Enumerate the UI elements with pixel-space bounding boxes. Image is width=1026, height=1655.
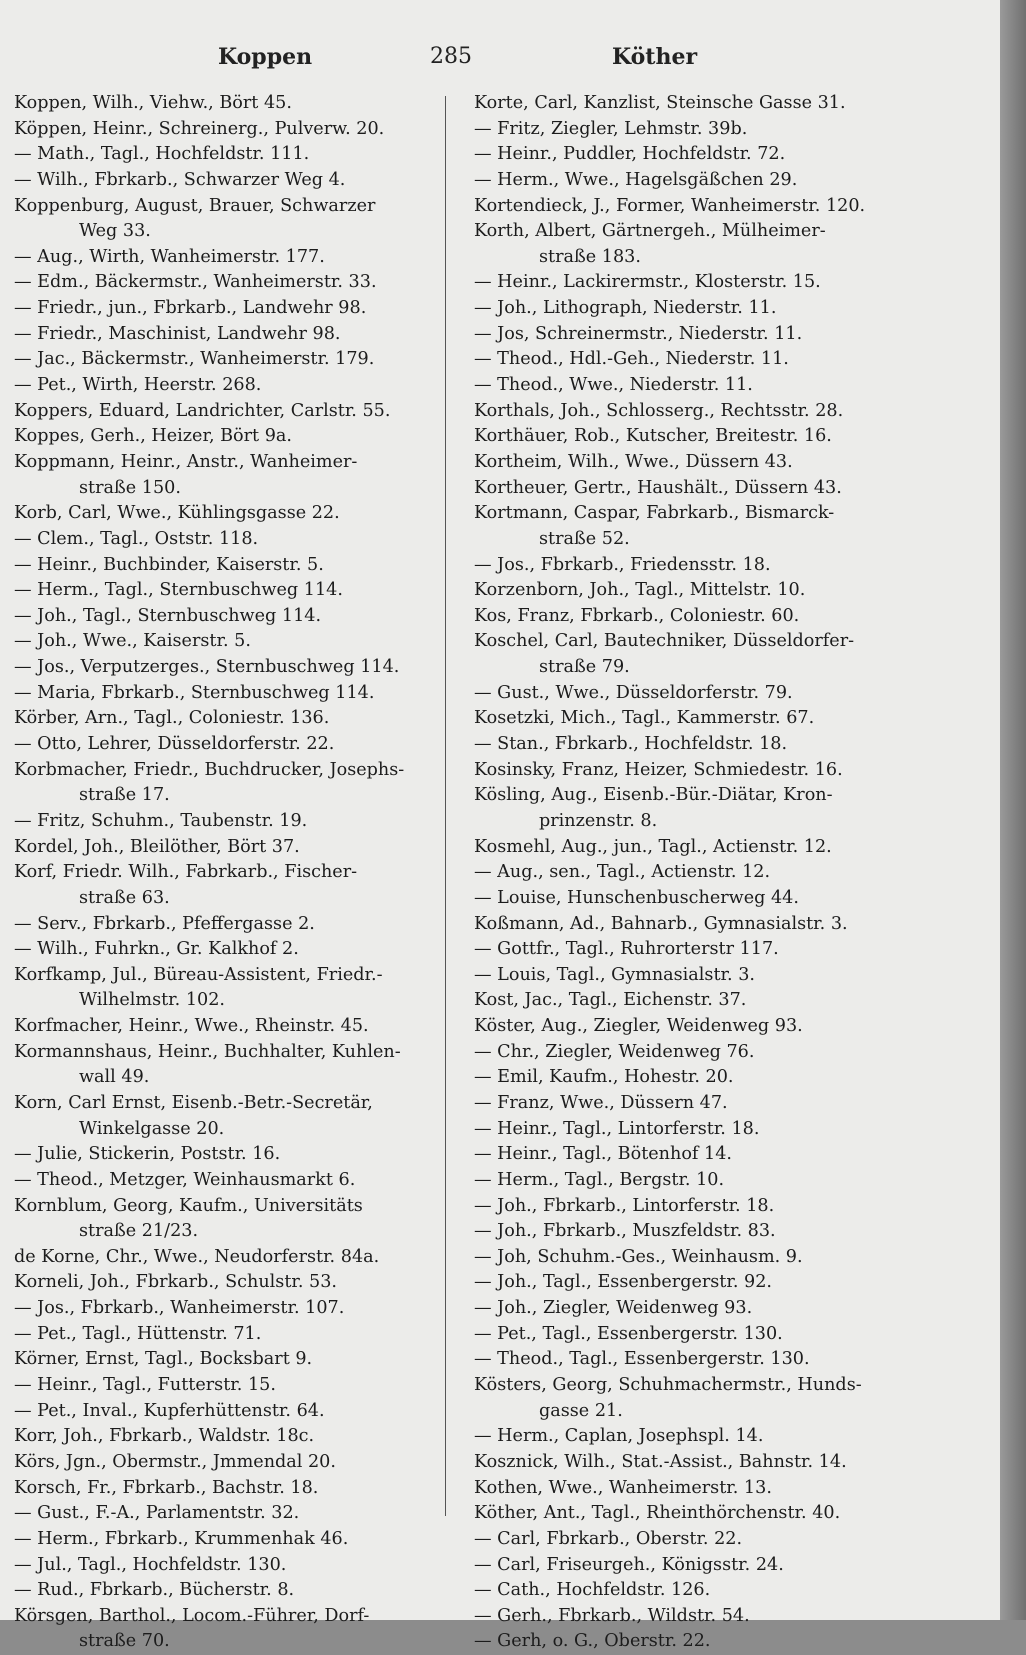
directory-entry-line: Kothen, Wwe., Wanheimerstr. 13. <box>474 1477 772 1498</box>
directory-entry-line: — Joh., Tagl., Sternbuschweg 114. <box>14 605 322 626</box>
directory-entry-line: — Joh., Tagl., Essenbergerstr. 92. <box>474 1272 773 1293</box>
header-right-keyword: Köther <box>612 44 698 70</box>
directory-entry-line: Köster, Aug., Ziegler, Weidenweg 93. <box>474 1016 803 1037</box>
directory-entry-line: Korthäuer, Rob., Kutscher, Breitestr. 16. <box>474 426 832 447</box>
directory-entry-line: Korzenborn, Joh., Tagl., Mittelstr. 10. <box>474 580 806 601</box>
directory-entry-line: — Theod., Hdl.-Geh., Niederstr. 11. <box>474 349 789 370</box>
directory-entry-line: Korr, Joh., Fbrkarb., Waldstr. 18c. <box>14 1426 315 1447</box>
directory-entry-line: wall 49. <box>79 1067 150 1088</box>
directory-entry-line: Korf, Friedr. Wilh., Fabrkarb., Fischer- <box>14 862 358 883</box>
directory-entry-line: Korth, Albert, Gärtnergeh., Mülheimer- <box>474 221 826 242</box>
directory-entry-line: Korsch, Fr., Fbrkarb., Bachstr. 18. <box>14 1477 319 1498</box>
directory-entry-line: — Theod., Tagl., Essenbergerstr. 130. <box>474 1349 810 1370</box>
directory-entry-line: Koßmann, Ad., Bahnarb., Gymnasialstr. 3. <box>474 913 848 934</box>
directory-entry-line: — Heinr., Tagl., Lintorferstr. 18. <box>474 1118 760 1139</box>
directory-entry-line: — Gerh, o. G., Oberstr. 22. <box>474 1631 711 1652</box>
directory-entry-line: Kösters, Georg, Schuhmachermstr., Hunds- <box>474 1375 862 1396</box>
directory-entry-line: Winkelgasse 20. <box>79 1118 225 1139</box>
directory-entry-line: — Pet., Tagl., Hüttenstr. 71. <box>14 1323 262 1344</box>
directory-entry-line: — Gottfr., Tagl., Ruhrorterstr 117. <box>474 939 779 960</box>
directory-entry-line: — Serv., Fbrkarb., Pfeffergasse 2. <box>14 913 315 934</box>
directory-entry-line: — Louise, Hunschenbuscherweg 44. <box>474 887 799 908</box>
directory-entry-line: — Jos., Fbrkarb., Friedensstr. 18. <box>474 554 771 575</box>
directory-entry-line: — Maria, Fbrkarb., Sternbuschweg 114. <box>14 682 375 703</box>
directory-entry-line: Kornblum, Georg, Kaufm., Universitäts <box>14 1195 363 1216</box>
directory-entry-line: Köppen, Heinr., Schreinerg., Pulverw. 20. <box>14 118 385 139</box>
directory-entry-line: straße 183. <box>539 246 641 267</box>
directory-entry-line: Kösling, Aug., Eisenb.-Bür.-Diätar, Kron- <box>474 785 833 806</box>
directory-entry-line: Körber, Arn., Tagl., Coloniestr. 136. <box>14 708 330 729</box>
directory-entry-line: Korthals, Joh., Schlosserg., Rechtsstr. 28. <box>474 400 844 421</box>
directory-entry-line: Koppes, Gerh., Heizer, Bört 9a. <box>14 426 292 447</box>
directory-entry-line: Korn, Carl Ernst, Eisenb.-Betr.-Secretär, <box>14 1092 373 1113</box>
header-left-keyword: Koppen <box>218 44 313 70</box>
directory-entry-line: Koppers, Eduard, Landrichter, Carlstr. 55. <box>14 400 391 421</box>
directory-entry-line: — Joh., Fbrkarb., Lintorferstr. 18. <box>474 1195 775 1216</box>
directory-entry-line: — Gust., F.-A., Parlamentstr. 32. <box>14 1503 300 1524</box>
directory-entry-line: Kortheim, Wilh., Wwe., Düssern 43. <box>474 451 793 472</box>
directory-entry-line: Kosznick, Wilh., Stat.-Assist., Bahnstr. 14. <box>474 1451 847 1472</box>
directory-entry-line: Koppmann, Heinr., Anstr., Wanheimer- <box>14 451 358 472</box>
page-edge-shadow <box>1000 0 1026 1620</box>
directory-entry-line: — Julie, Stickerin, Poststr. 16. <box>14 1144 281 1165</box>
directory-entry-line: Kosetzki, Mich., Tagl., Kammerstr. 67. <box>474 708 815 729</box>
directory-entry-line: — Math., Tagl., Hochfeldstr. 111. <box>14 144 310 165</box>
directory-entry-line: — Louis, Tagl., Gymnasialstr. 3. <box>474 964 755 985</box>
directory-entry-line: Kosmehl, Aug., jun., Tagl., Actienstr. 12. <box>474 836 832 857</box>
directory-entry-line: — Theod., Wwe., Niederstr. 11. <box>474 375 753 396</box>
directory-entry-line: — Rud., Fbrkarb., Bücherstr. 8. <box>14 1580 295 1601</box>
directory-entry-line: — Joh., Fbrkarb., Muszfeldstr. 83. <box>474 1221 776 1242</box>
directory-entry-line: Koppen, Wilh., Viehw., Bört 45. <box>14 93 292 113</box>
directory-entry-line: Körsgen, Barthol., Locom.-Führer, Dorf- <box>14 1605 370 1626</box>
directory-entry-line: — Wilh., Fbrkarb., Schwarzer Weg 4. <box>14 169 346 190</box>
directory-entry-line: Koschel, Carl, Bautechniker, Düsseldorfer- <box>474 631 855 652</box>
directory-entry-line: — Clem., Tagl., Oststr. 118. <box>14 528 259 549</box>
directory-entry-line: straße 79. <box>539 657 630 678</box>
directory-entry-line: — Pet., Inval., Kupferhüttenstr. 64. <box>14 1400 325 1421</box>
directory-entry-line: — Stan., Fbrkarb., Hochfeldstr. 18. <box>474 734 788 755</box>
directory-entry-line: Kordel, Joh., Bleilöther, Bört 37. <box>14 836 300 857</box>
directory-entry-line: — Herm., Wwe., Hagelsgäßchen 29. <box>474 169 798 190</box>
directory-entry-line: — Aug., Wirth, Wanheimerstr. 177. <box>14 246 325 267</box>
directory-entry-line: Kortmann, Caspar, Fabrkarb., Bismarck- <box>474 503 835 524</box>
directory-entry-line: Koppenburg, August, Brauer, Schwarzer <box>14 195 376 216</box>
directory-entry-line: — Jos., Verputzerges., Sternbuschweg 114. <box>14 657 400 678</box>
directory-entry-line: — Heinr., Puddler, Hochfeldstr. 72. <box>474 144 786 165</box>
directory-entry-line: — Joh., Ziegler, Weidenweg 93. <box>474 1298 753 1319</box>
directory-entry-line: — Carl, Friseurgeh., Königsstr. 24. <box>474 1554 784 1575</box>
directory-entry-line: Wilhelmstr. 102. <box>79 990 226 1011</box>
directory-entry-line: Kos, Franz, Fbrkarb., Coloniestr. 60. <box>474 605 800 626</box>
directory-entry-line: Kost, Jac., Tagl., Eichenstr. 37. <box>474 990 747 1011</box>
directory-entry-line: — Aug., sen., Tagl., Actienstr. 12. <box>474 862 771 883</box>
directory-entry-line: — Chr., Ziegler, Weidenweg 76. <box>474 1041 755 1062</box>
directory-entry-line: — Jul., Tagl., Hochfeldstr. 130. <box>14 1554 287 1575</box>
directory-entry-line: — Herm., Tagl., Sternbuschweg 114. <box>14 580 343 601</box>
directory-entry-line: prinzenstr. 8. <box>539 810 658 831</box>
directory-entry-line: Köther, Ant., Tagl., Rheinthörchenstr. 40. <box>474 1503 841 1524</box>
directory-entry-line: — Wilh., Fuhrkn., Gr. Kalkhof 2. <box>14 939 299 960</box>
directory-entry-line: de Korne, Chr., Wwe., Neudorferstr. 84a. <box>14 1246 380 1267</box>
directory-entry-line: — Herm., Fbrkarb., Krummenhak 46. <box>14 1528 349 1549</box>
directory-entry-line: — Fritz, Ziegler, Lehmstr. 39b. <box>474 118 748 139</box>
directory-entry-line: — Gerh., Fbrkarb., Wildstr. 54. <box>474 1605 750 1626</box>
directory-entry-line: straße 17. <box>79 785 170 806</box>
directory-entry-line: Korfkamp, Jul., Büreau-Assistent, Friedr.- <box>14 964 383 985</box>
directory-entry-line: — Fritz, Schuhm., Taubenstr. 19. <box>14 810 308 831</box>
directory-entry-line: — Pet., Tagl., Essenbergerstr. 130. <box>474 1323 783 1344</box>
page-number: 285 <box>430 44 472 69</box>
directory-entry-line: Kormannshaus, Heinr., Buchhalter, Kuhlen- <box>14 1041 401 1062</box>
directory-entry-line: — Friedr., jun., Fbrkarb., Landwehr 98. <box>14 298 367 319</box>
directory-entry-line: straße 21/23. <box>79 1221 199 1242</box>
page-header <box>0 38 1000 78</box>
directory-entry-line: — Cath., Hochfeldstr. 126. <box>474 1580 711 1601</box>
directory-entry-line: Korfmacher, Heinr., Wwe., Rheinstr. 45. <box>14 1016 369 1037</box>
directory-entry-line: — Heinr., Buchbinder, Kaiserstr. 5. <box>14 554 324 575</box>
left-column <box>14 91 444 1655</box>
directory-entry-line: — Joh., Lithograph, Niederstr. 11. <box>474 298 777 319</box>
right-column <box>474 91 974 1655</box>
directory-entry-line: Weg 33. <box>79 221 151 242</box>
directory-entry-line: Korbmacher, Friedr., Buchdrucker, Josephs- <box>14 759 405 780</box>
column-divider <box>445 96 446 1516</box>
directory-entry-line: — Edm., Bäckermstr., Wanheimerstr. 33. <box>14 272 377 293</box>
directory-entry-line: — Joh., Wwe., Kaiserstr. 5. <box>14 631 251 652</box>
directory-entry-line: — Herm., Tagl., Bergstr. 10. <box>474 1169 725 1190</box>
directory-entry-line: — Emil, Kaufm., Hohestr. 20. <box>474 1067 734 1088</box>
directory-entry-line: Körs, Jgn., Obermstr., Jmmendal 20. <box>14 1451 336 1472</box>
directory-entry-line: Körner, Ernst, Tagl., Bocksbart 9. <box>14 1349 313 1370</box>
directory-entry-line: — Joh, Schuhm.-Ges., Weinhausm. 9. <box>474 1246 803 1267</box>
directory-entry-line: — Heinr., Lackirermstr., Klosterstr. 15. <box>474 272 821 293</box>
directory-entry-line: straße 70. <box>79 1631 170 1652</box>
directory-entry-line: Kosinsky, Franz, Heizer, Schmiedestr. 16. <box>474 759 843 780</box>
directory-entry-line: — Heinr., Tagl., Bötenhof 14. <box>474 1144 733 1165</box>
directory-entry-line: — Otto, Lehrer, Düsseldorferstr. 22. <box>14 734 335 755</box>
directory-entry-line: — Carl, Fbrkarb., Oberstr. 22. <box>474 1528 743 1549</box>
directory-entry-line: — Herm., Caplan, Josephspl. 14. <box>474 1426 764 1447</box>
directory-entry-line: — Heinr., Tagl., Futterstr. 15. <box>14 1375 276 1396</box>
directory-entry-line: Korb, Carl, Wwe., Kühlingsgasse 22. <box>14 503 340 524</box>
directory-entry-line: — Franz, Wwe., Düssern 47. <box>474 1092 728 1113</box>
directory-entry-line: straße 52. <box>539 528 630 549</box>
directory-entry-line: gasse 21. <box>539 1400 623 1421</box>
directory-entry-line: — Jos, Schreinermstr., Niederstr. 11. <box>474 323 803 344</box>
directory-entry-line: — Gust., Wwe., Düsseldorferstr. 79. <box>474 682 793 703</box>
directory-entry-line: — Jac., Bäckermstr., Wanheimerstr. 179. <box>14 349 375 370</box>
directory-entry-line: straße 63. <box>79 887 170 908</box>
directory-entry-line: — Jos., Fbrkarb., Wanheimerstr. 107. <box>14 1298 345 1319</box>
directory-entry-line: — Theod., Metzger, Weinhausmarkt 6. <box>14 1169 356 1190</box>
directory-entry-line: Korte, Carl, Kanzlist, Steinsche Gasse 31. <box>474 93 846 113</box>
directory-entry-line: Korneli, Joh., Fbrkarb., Schulstr. 53. <box>14 1272 338 1293</box>
directory-entry-line: Kortheuer, Gertr., Haushält., Düssern 43. <box>474 477 842 498</box>
directory-entry-line: Kortendieck, J., Former, Wanheimerstr. 120. <box>474 195 866 216</box>
directory-entry-line: — Friedr., Maschinist, Landwehr 98. <box>14 323 341 344</box>
directory-entry-line: straße 150. <box>79 477 181 498</box>
directory-entry-line: — Pet., Wirth, Heerstr. 268. <box>14 375 262 396</box>
